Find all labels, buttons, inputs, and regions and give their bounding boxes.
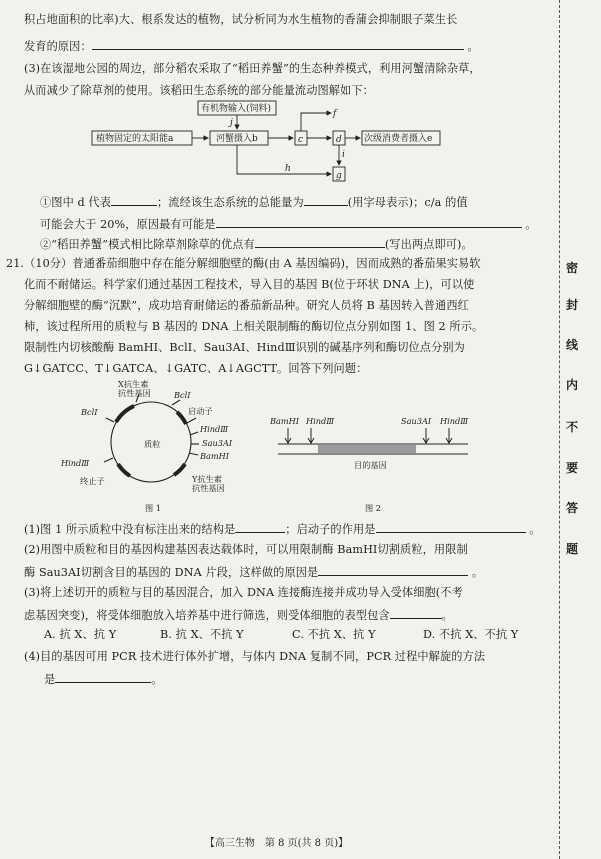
s2-line2: 酶 Sau3AⅠ切割含目的基因的 DNA 片段，这样做的原因是 。: [24, 566, 484, 579]
figure-2-caption: 图 2: [365, 503, 381, 513]
binding-strip: [553, 0, 601, 859]
c-label: c: [298, 135, 304, 145]
fig2-sau-label: Sau3AⅠ: [401, 416, 432, 426]
answer-blank: [92, 38, 464, 50]
x-resistance-gene: [116, 406, 134, 422]
terminator-label: 终止子: [80, 476, 105, 486]
q3-line2: 从而减少了除草剂的使用。该稻田生态系统的部分能量流动图解如下：: [24, 84, 374, 97]
binding-dashed-line: [559, 0, 560, 859]
q3-1-line2: 可能会大于 20%，原因最有可能是 。: [40, 218, 537, 231]
option-d: D. 不抗 X、不抗 Y: [423, 628, 519, 641]
figure-1-plasmid: [56, 380, 246, 516]
fig2-hind2-label: HindⅢ: [440, 416, 469, 426]
s3-line2: 虑基因突变)，将受体细胞放入培养基中进行筛选，则受体细胞的表型包含 。: [24, 609, 453, 622]
page-footer: 【高三生物 第 8 页(共 8 页)】: [204, 838, 349, 849]
y-resistance-gene: [174, 464, 185, 475]
sun-box-label: 植物固定的太阳能a: [96, 134, 174, 144]
option-c: C. 不抗 X、抗 Y: [292, 628, 376, 641]
hind-right-label: HindⅢ: [200, 424, 229, 434]
next-consumer-label: 次级消费者摄入e: [364, 134, 433, 144]
q-prev-line1: 积占地面积的比率)大、根系发达的植物，试分析同为水生植物的香蒲会抑制眼子菜生长: [24, 13, 458, 26]
q21-line2: 化而不耐储运。科学家们通过基因工程技术，导入目的基因 B(位于环状 DNA 上)，可以使: [24, 278, 475, 291]
q21-line4: 柿，该过程所用的质粒与 B 基因的 DNA 上相关限制酶的酶切位点分别如图 1、图 2 所示。: [24, 320, 484, 333]
target-gene-segment: [318, 445, 416, 453]
q21-line6: G↓GATCC、T↓GATCA、↓GATC、A↓AGCTT。回答下列问题：: [24, 362, 368, 375]
binding-char: 题: [566, 542, 579, 556]
sau-label: Sau3AⅠ: [202, 438, 233, 448]
s2-line1: (2)用图中质粒和目的基因构建基因表达载体时，可以用限制酶 BamHⅠ切割质粒，用限制: [24, 543, 468, 556]
binding-char: 封: [566, 298, 579, 312]
target-gene-label: 目的基因: [354, 460, 387, 470]
figure-1-caption: 图 1: [145, 503, 161, 513]
option-b: B. 抗 X、不抗 Y: [160, 628, 244, 641]
j-label: j: [230, 118, 233, 128]
figure-2-dna: [268, 408, 488, 516]
s3-line1: (3)将上述切开的质粒与目的基因混合，加入 DNA 连接酶连接并成功导入受体细胞(不考: [24, 586, 463, 599]
binding-char: 答: [566, 501, 579, 515]
feed-box-label: 有机物输入(饲料): [201, 104, 272, 114]
binding-char: 内: [566, 378, 579, 392]
q21-line3: 分解细胞壁的酶“沉默”，成功培育耐储运的番茄新品种。研究人员将 B 基因转入普通西红: [24, 299, 469, 312]
g-label: g: [336, 171, 342, 181]
fig2-hind1-label: HindⅢ: [306, 416, 335, 426]
bcl-top-label: BclⅠ: [174, 390, 191, 400]
q3-1-line1: ①图中 d 代表 ；流经该生态系统的总能量为 (用字母表示)；c/a 的值: [40, 196, 468, 209]
q21-line1: 21.（10分）普通番茄细胞中存在能分解细胞壁的酶(由 A 基因编码)，因而成熟的番茄果实易软: [6, 257, 481, 270]
binding-char: 不: [566, 420, 579, 434]
y-gene-label: Y抗生素: [192, 474, 222, 484]
d-label: d: [336, 135, 342, 145]
promoter-label: 启动子: [188, 406, 213, 416]
hind-left-label: HindⅢ: [61, 458, 90, 468]
binding-char: 线: [566, 338, 579, 352]
h-label: h: [285, 164, 291, 174]
energy-flow-diagram: [90, 98, 460, 188]
terminator-segment: [118, 464, 130, 476]
i-label: i: [342, 150, 345, 160]
promoter-segment: [177, 412, 186, 424]
bam-label: BamHⅠ: [200, 451, 230, 461]
fig2-bam-label: BamHⅠ: [270, 416, 300, 426]
q3-2-line: ②“稻田养蟹”模式相比除草剂除草的优点有 (写出两点即可)。: [40, 238, 473, 251]
bcl-left-label: BclⅠ: [81, 407, 98, 417]
plasmid-label: 质粒: [144, 439, 161, 449]
x-gene-label: X抗生素: [118, 380, 149, 389]
binding-char: 要: [566, 461, 579, 475]
option-a: A. 抗 X、抗 Y: [44, 628, 117, 641]
y-gene-label2: 抗性基因: [192, 483, 225, 493]
crab-box-label: 河蟹摄入b: [216, 134, 258, 144]
x-gene-label2: 抗性基因: [118, 388, 151, 398]
s4-line1: (4)目的基因可用 PCR 技术进行体外扩增，与体内 DNA 复制不同，PCR 过程中解旋的方法: [24, 650, 486, 663]
f-label: f: [333, 109, 337, 119]
s1-line: (1)图 1 所示质粒中没有标注出来的结构是 ；启动子的作用是 。: [24, 523, 541, 536]
q21-line5: 限制性内切核酸酶 BamHⅠ、BclⅠ、Sau3AⅠ、HindⅢ识别的碱基序列和酶切位点分别为: [24, 341, 465, 354]
q-prev-line2: 发育的原因： 。: [24, 40, 479, 53]
q3-line1: (3)在该湿地公园的周边，部分稻农采取了“稻田养蟹”的生态种养模式，利用河蟹清除杂草，: [24, 62, 481, 75]
s4-line2: 是 。: [44, 673, 163, 686]
binding-char: 密: [566, 261, 579, 275]
